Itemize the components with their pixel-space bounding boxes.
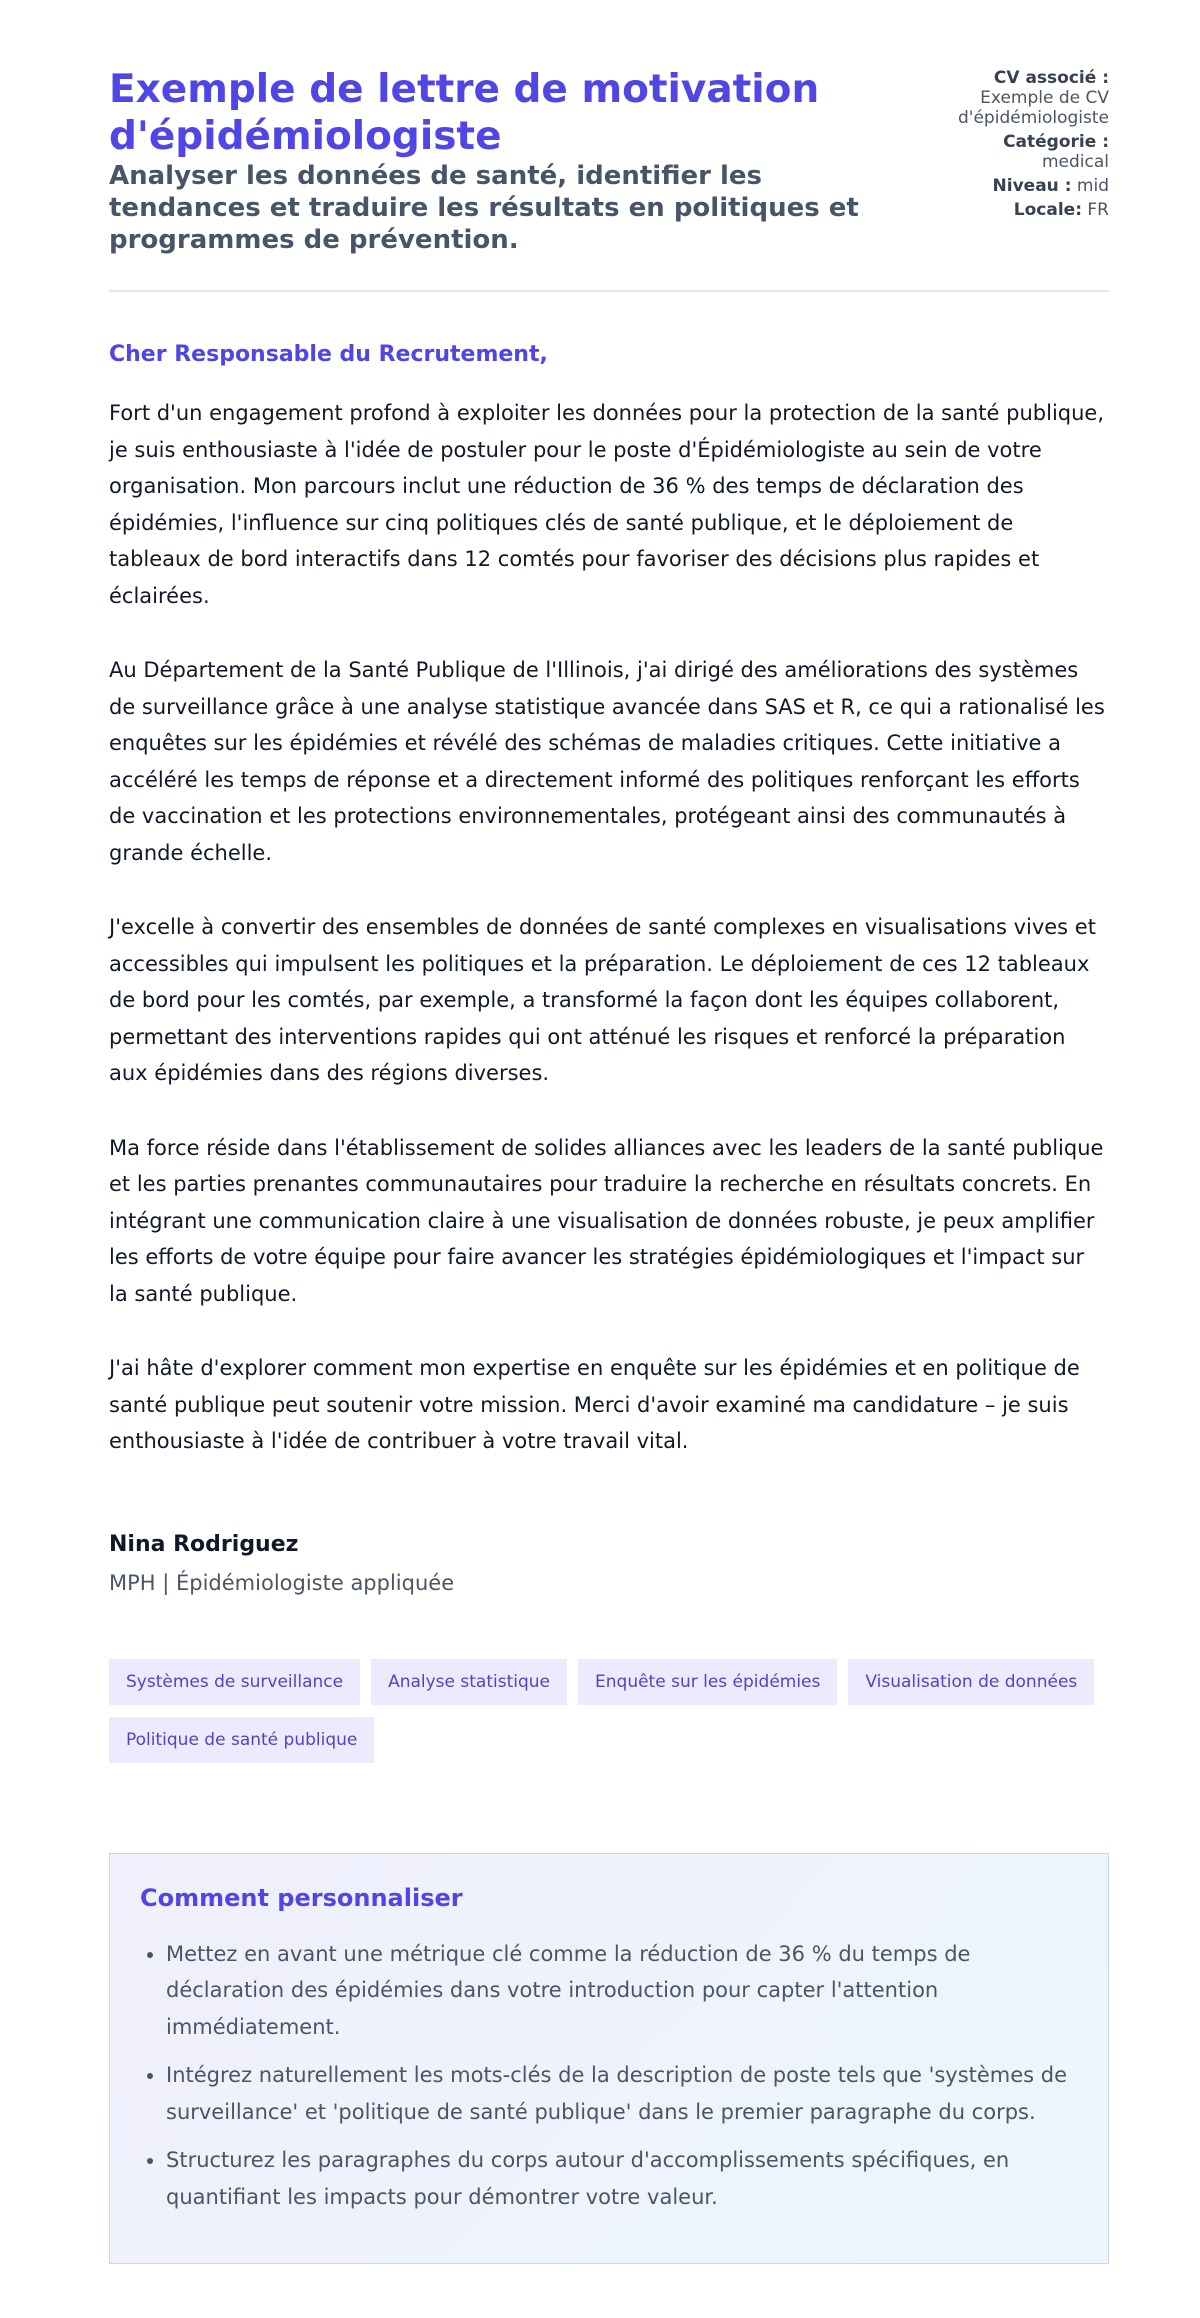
meta-locale [949,200,1109,220]
meta-cv [949,68,1109,128]
meta-locale-label: Locale: [1013,200,1082,220]
meta-cv-value: Exemple de CV d'épidémiologiste [958,88,1109,128]
title-block [109,66,869,256]
skill-tag: Politique de santé publique [109,1717,374,1763]
meta-category-label: Catégorie : [1003,132,1109,152]
meta-level [949,176,1109,196]
tip-item: • Intégrez naturellement les mots-clés de la description de poste tels que 'systèmes de surveillance' et 'politique de santé publique' dans le premier paragraphe du corps. [166,2057,1078,2130]
tips-list [140,1936,1078,2216]
signature-name: Nina Rodriguez [109,1531,299,1557]
skill-tags [109,1659,1109,1763]
salutation: Cher Responsable du Recrutement, [109,342,548,367]
meta-level-label: Niveau : [992,176,1072,196]
meta-cv-label: CV associé : [993,68,1109,88]
letter-paragraph: J'ai hâte d'explorer comment mon expertise en enquête sur les épidémies et en politique de santé publique peut soutenir votre mission. Merci d'avoir examiné ma candidature – je suis enthousiaste à l'idée de contribuer à votre travail vital. [109,1356,1080,1453]
page-header [109,66,1109,292]
skill-tag: Visualisation de données [848,1659,1094,1705]
letter-paragraph: J'excelle à convertir des ensembles de données de santé complexes en visualisations vives et accessibles qui impulsent les politiques et la préparation. Le déploiement de ces 12 tableaux de bord pour les comtés, par exemple, a transformé la façon dont les équipes collaborent, permettant des interventions rapides qui ont atténué les risques et renforcé la préparation aux épidémies dans des régions diverses. [109,915,1096,1085]
letter-paragraph: Au Département de la Santé Publique de l'Illinois, j'ai dirigé des améliorations des systèmes de surveillance grâce à une analyse statistique avancée dans SAS et R, ce qui a rationalisé les enquêtes sur les épidémies et révélé des schémas de maladies critiques. Cette initiative a accéléré les temps de réponse et a directement informé des politiques renforçant les efforts de vaccination et les protections environnementales, protégeant ainsi des communautés à grande échelle. [109,658,1105,865]
skill-tag: Enquête sur les épidémies [578,1659,837,1705]
tip-item: • Structurez les paragraphes du corps autour d'accomplissements spécifiques, en quantifiant les impacts pour démontrer votre valeur. [166,2142,1078,2215]
tips-title: Comment personnaliser [140,1883,463,1912]
meta-category [949,132,1109,172]
letter-paragraph: Fort d'un engagement profond à exploiter les données pour la protection de la santé publique, je suis enthousiaste à l'idée de postuler pour le poste d'Épidémiologiste au sein de votre organisation. Mon parcours inclut une réduction de 36 % des temps de déclaration des épidémies, l'influence sur cinq politiques clés de santé publique, et le déploiement de tableaux de bord interactifs dans 12 comtés pour favoriser des décisions plus rapides et éclairées. [109,401,1105,608]
signature-title: MPH | Épidémiologiste appliquée [109,1570,455,1595]
meta-panel [949,66,1109,256]
meta-category-value: medical [1041,152,1109,172]
customization-tips [109,1853,1109,2265]
page-subtitle: Analyser les données de santé, identifier les tendances et traduire les résultats en politiques et programmes de prévention. [109,161,859,255]
tip-item: • Mettez en avant une métrique clé comme la réduction de 36 % du temps de déclaration des épidémies dans votre introduction pour capter l'attention immédiatement. [166,1936,1078,2046]
letter-body [109,395,1109,1460]
skill-tag: Analyse statistique [371,1659,567,1705]
letter-paragraph: Ma force réside dans l'établissement de solides alliances avec les leaders de la santé publique et les parties prenantes communautaires pour traduire la recherche en résultats concrets. En intégrant une communication claire à une visualisation de données robuste, je peux amplifier les efforts de votre équipe pour faire avancer les stratégies épidémiologiques et l'impact sur la santé publique. [109,1135,1104,1306]
skill-tag: Systèmes de surveillance [109,1659,360,1705]
page-title: Exemple de lettre de motivation d'épidémiologiste [109,67,820,159]
cover-letter-page [109,66,1109,2264]
meta-locale-value: FR [1087,200,1109,220]
meta-level-value: mid [1076,176,1109,196]
